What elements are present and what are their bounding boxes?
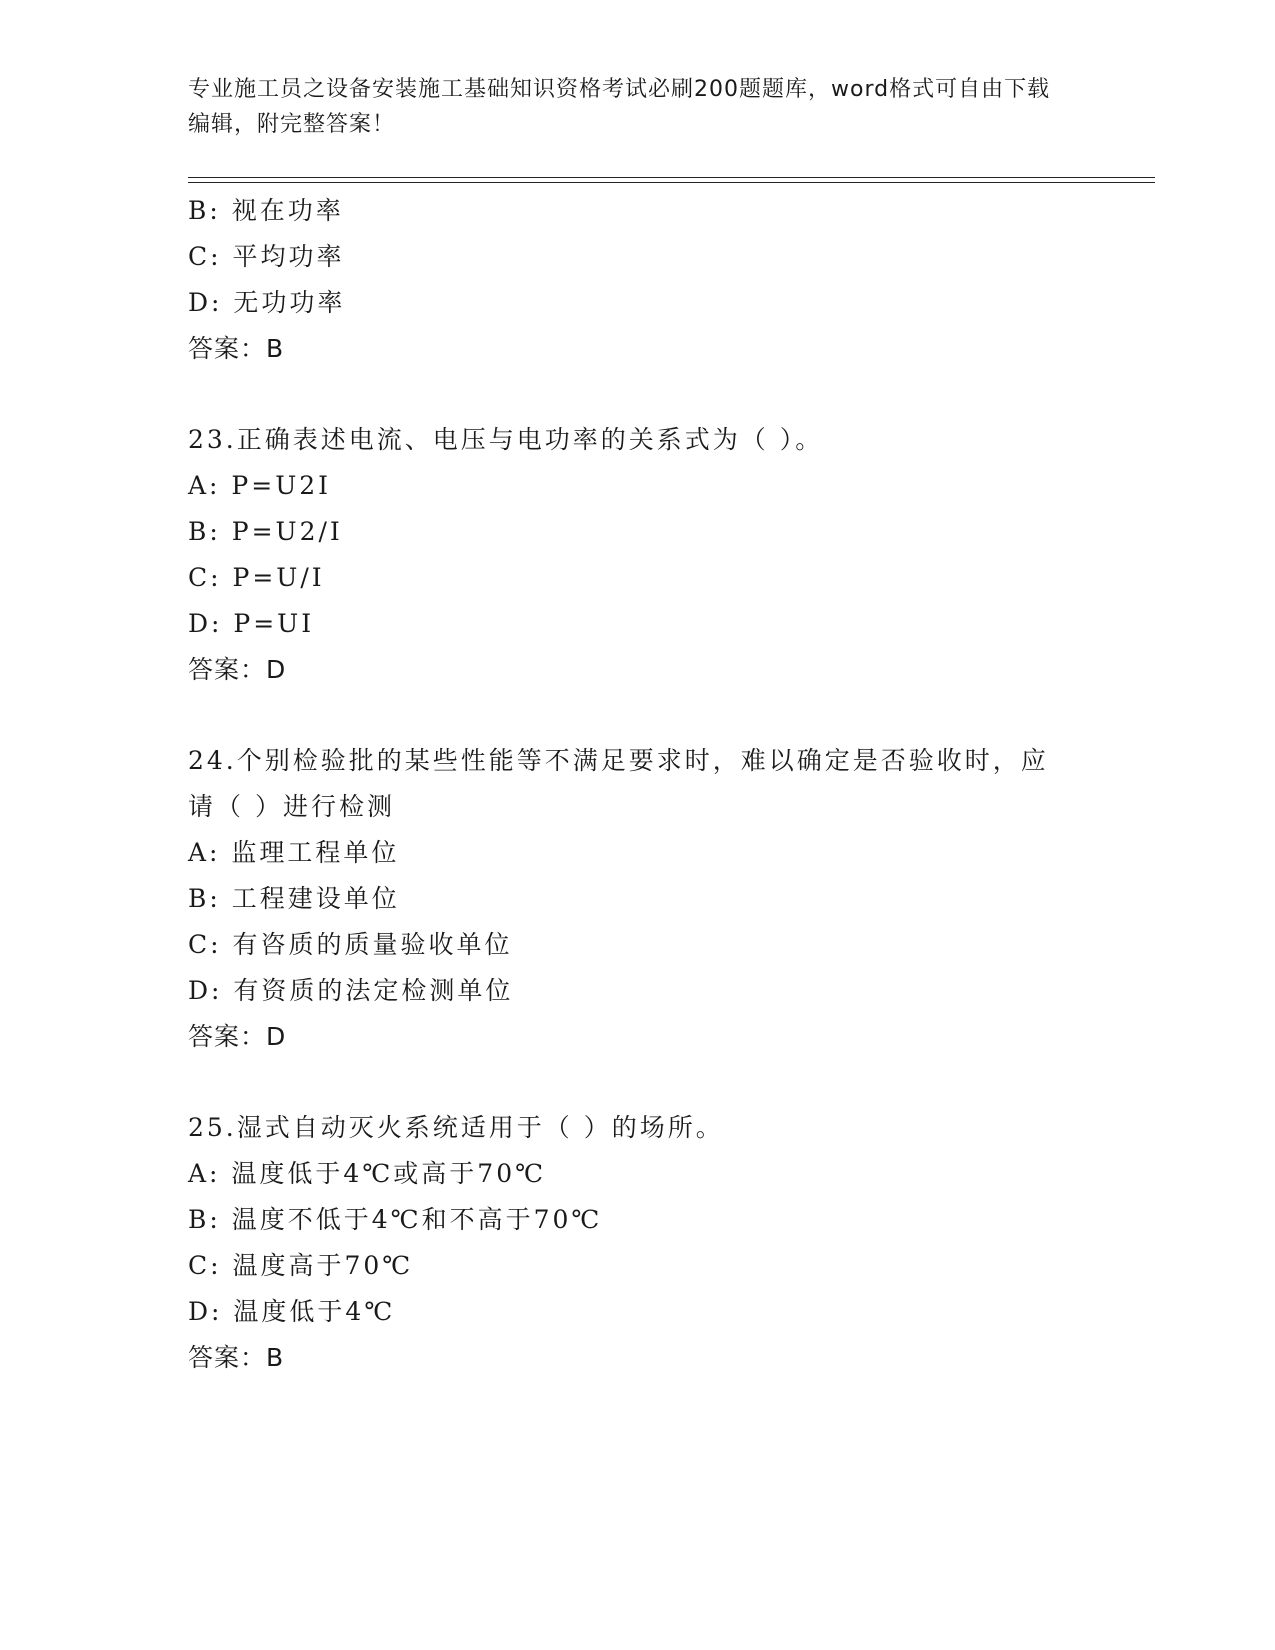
- option-c: C: P=U/I: [188, 563, 325, 592]
- option-a: A: P=U2I: [188, 471, 332, 500]
- question-content: [188, 188, 1088, 1381]
- option-d: D: 温度低于4℃: [188, 1297, 396, 1326]
- option-d: D: 有资质的法定检测单位: [188, 976, 514, 1005]
- option-d: D: 无功功率: [188, 288, 346, 317]
- option-b: B: 工程建设单位: [188, 884, 400, 913]
- question-25: [188, 1105, 1088, 1381]
- header-divider-top: [188, 177, 1155, 178]
- answer: 答案：B: [188, 334, 285, 363]
- document-title: 专业施工员之设备安装施工基础知识资格考试必刷200题题库，word格式可自由下载编辑，附完整答案！: [188, 77, 1051, 137]
- continued-question: [188, 188, 1088, 372]
- option-d: D: P=UI: [188, 609, 315, 638]
- header-divider-bottom: [188, 182, 1155, 183]
- answer: 答案：B: [188, 1343, 285, 1372]
- question-stem: 25.湿式自动灭火系统适用于（ ）的场所。: [188, 1113, 724, 1142]
- option-c: C: 温度高于70℃: [188, 1251, 414, 1280]
- question-24: [188, 738, 1088, 1060]
- document-header: [188, 72, 1068, 142]
- answer: 答案：D: [188, 655, 287, 684]
- question-23: [188, 417, 1088, 693]
- option-c: C: 平均功率: [188, 242, 345, 271]
- option-b: B: P=U2/I: [188, 517, 343, 546]
- option-c: C: 有咨质的质量验收单位: [188, 930, 513, 959]
- option-b: B: 温度不低于4℃和不高于70℃: [188, 1205, 603, 1234]
- option-a: A: 温度低于4℃或高于70℃: [188, 1159, 547, 1188]
- question-stem: 23.正确表述电流、电压与电功率的关系式为（ ）。: [188, 425, 824, 454]
- option-b: B: 视在功率: [188, 196, 344, 225]
- question-stem: 24.个别检验批的某些性能等不满足要求时，难以确定是否验收时，应请（ ）进行检测: [188, 746, 1049, 821]
- answer: 答案：D: [188, 1022, 287, 1051]
- option-a: A: 监理工程单位: [188, 838, 400, 867]
